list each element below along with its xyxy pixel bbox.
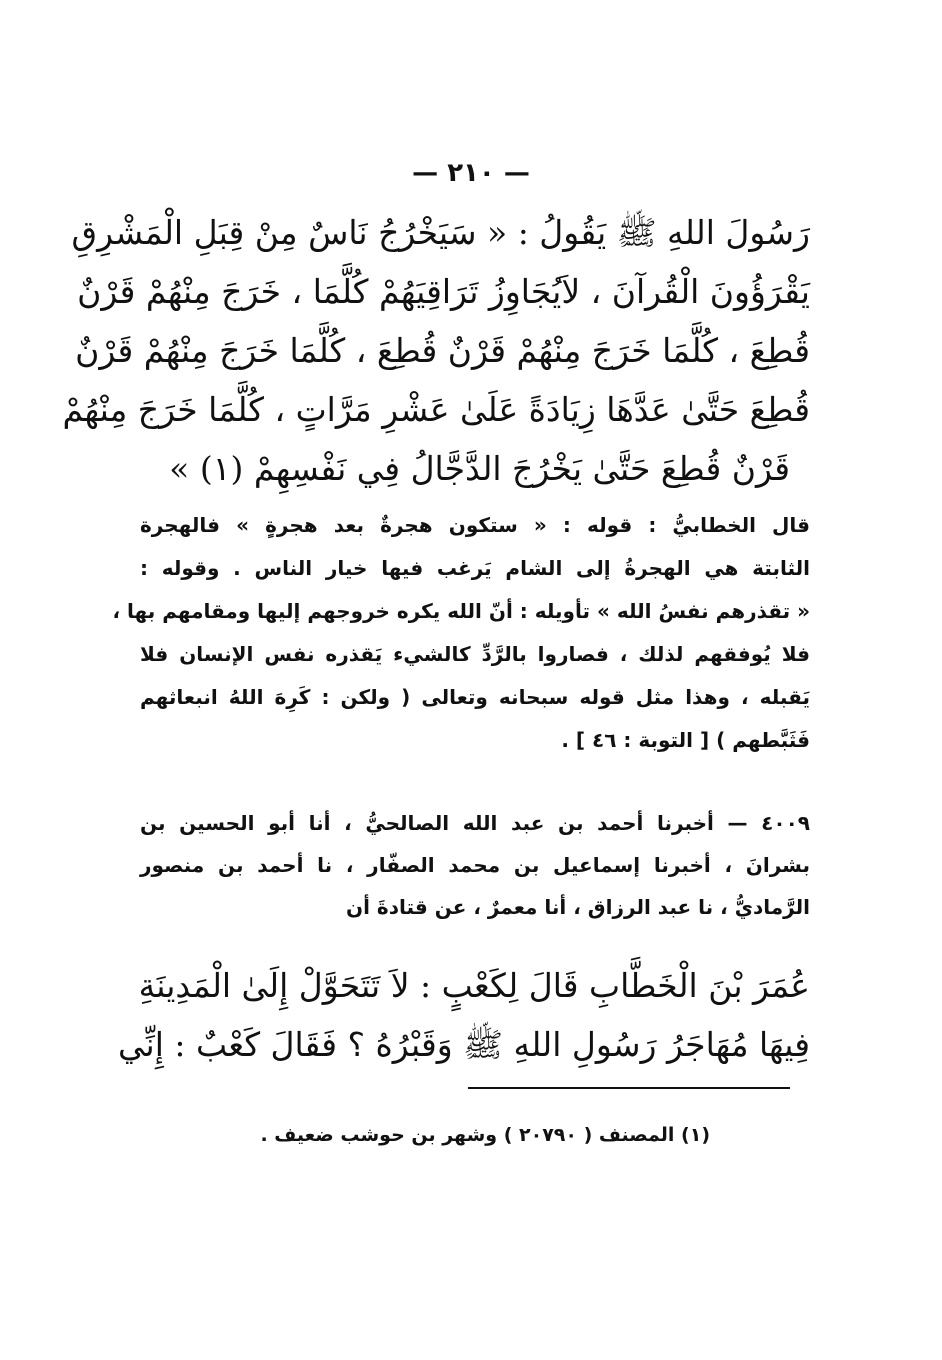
text-line: قال الخطابيُّ : قوله : « ستكون هجرةٌ بعد هجرةٍ » فالهجرة — [140, 513, 810, 537]
text-line: فَثَبَّطهم ) [ التوبة : ٤٦ ] . — [561, 728, 810, 752]
text-line: الرَّماديُّ ، نا عبد الرزاق ، أنا معمرٌ ، عن قتادةَ أن — [346, 895, 810, 919]
text-line: « تقذرهم نفسُ الله » تأويله : أنّ الله يكره خروجهم إليها ومقامهم بها ، — [112, 599, 810, 623]
text-line: فِيهَا مُهَاجَرُ رَسُولِ اللهِ ﷺ وَقَبْرُهُ ؟ فَقَالَ كَعْبٌ : إِنِّي — [118, 1025, 810, 1064]
page-number: — ٢١٠ — — [412, 158, 530, 188]
text-line: رَسُولَ اللهِ ﷺ يَقُولُ : « سَيَخْرُجُ نَاسٌ مِنْ قِبَلِ الْمَشْرِقِ — [71, 213, 810, 252]
text-line: يَقبله ، وهذا مثل قوله سبحانه وتعالى ( ولكن : كَرِهَ اللهُ انبعاثهم — [140, 685, 810, 709]
text-line: يَقْرَؤُونَ الْقُرآنَ ، لاَيُجَاوِزُ تَرَاقِيَهُمْ كُلَّمَا ، خَرَجَ مِنْهُمْ قَرْنٌ — [77, 272, 810, 311]
text-line: ٤٠٠٩ — أخبرنا أحمد بن عبد الله الصالحيُّ ، أنا أبو الحسين بن — [140, 811, 810, 835]
hadith-text-block-2 — [118, 956, 810, 1074]
footnote: (١) المصنف ( ٢٠٧٩٠ ) وشهر بن حوشب ضعيف . — [260, 1124, 710, 1146]
hadith-text-block — [62, 203, 810, 498]
text-line: الثابتة هي الهجرةُ إلى الشام يَرغب فيها خيار الناس . وقوله : — [140, 556, 810, 580]
isnad-block — [140, 802, 810, 928]
footnote-divider — [468, 1087, 790, 1089]
text-line: عُمَرَ بْنَ الْخَطَّابِ قَالَ لِكَعْبٍ : لاَ تَتَحَوَّلْ إِلَىٰ الْمَدِينَةِ — [138, 966, 810, 1005]
commentary-block — [112, 504, 810, 762]
text-line: بشرانَ ، أخبرنا إسماعيل بن محمد الصفّار ، نا أحمد بن منصور — [140, 853, 810, 877]
text-line: قُطِعَ ، كُلَّمَا خَرَجَ مِنْهُمْ قَرْنٌ قُطِعَ ، كُلَّمَا خَرَجَ مِنْهُمْ قَرْنٌ — [75, 331, 810, 370]
text-line: فلا يُوفقهم لذلك ، فصاروا بالرَّدِّ كالشيء يَقذره نفس الإنسان فلا — [140, 642, 810, 666]
text-line: قَرْنٌ قُطِعَ حَتَّىٰ يَخْرُجَ الدَّجَّالُ فِي نَفْسِهِمْ (١) » — [169, 449, 790, 488]
text-line: قُطِعَ حَتَّىٰ عَدَّهَا زِيَادَةً عَلَىٰ عَشْرِ مَرَّاتٍ ، كُلَّمَا خَرَجَ مِنْهُمْ — [62, 390, 810, 429]
